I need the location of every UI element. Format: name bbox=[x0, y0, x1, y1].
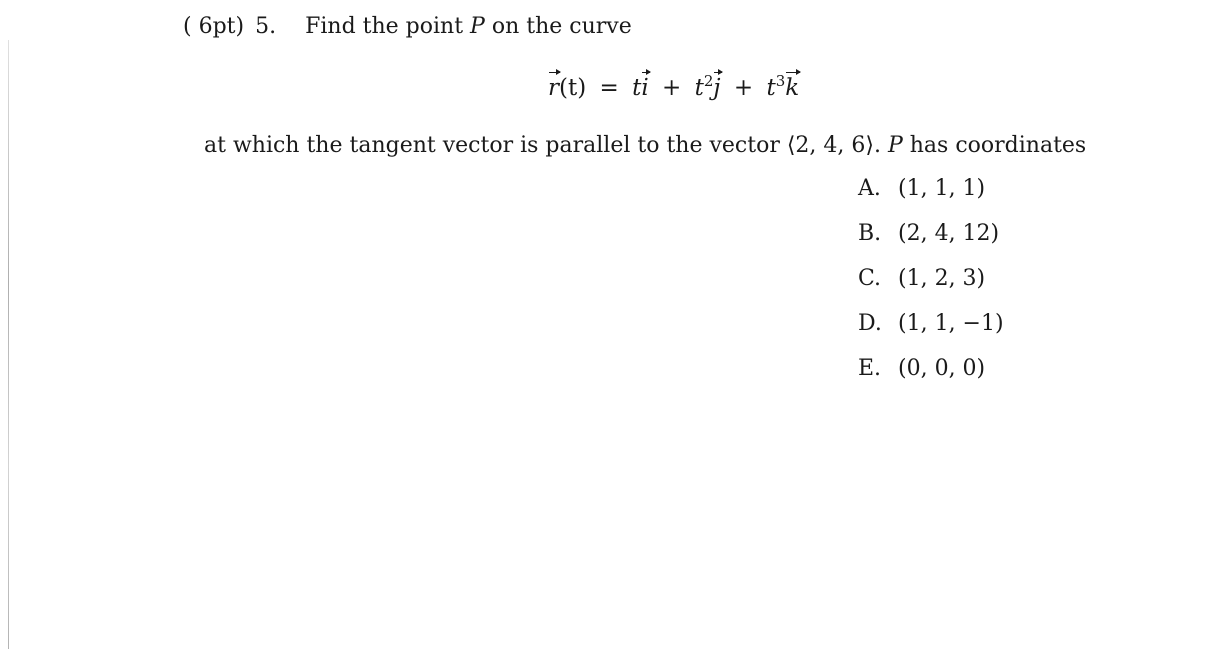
scan-margin-line bbox=[8, 40, 9, 649]
plus-sign-2: + bbox=[733, 75, 754, 101]
choice-b[interactable] bbox=[858, 221, 1004, 266]
vector-r: r bbox=[548, 75, 559, 101]
choice-letter: B. bbox=[858, 221, 882, 246]
choice-letter: E. bbox=[858, 356, 882, 381]
vector-k: k bbox=[785, 75, 800, 101]
answer-choices bbox=[858, 176, 1004, 401]
question-number: 5. bbox=[255, 14, 277, 39]
exponent-3: 3 bbox=[775, 72, 786, 90]
point-variable: P bbox=[470, 14, 485, 39]
equals-sign: = bbox=[599, 75, 619, 101]
term-t3: t bbox=[766, 75, 776, 101]
choice-letter: A. bbox=[858, 176, 881, 201]
statement-text: at which the tangent vector is parallel to the vector ⟨2, 4, 6⟩. bbox=[204, 133, 881, 158]
statement-variable: P bbox=[887, 133, 903, 158]
choice-letter: C. bbox=[858, 266, 882, 291]
equation-argument: (t) bbox=[559, 75, 587, 101]
choice-value: (1, 2, 3) bbox=[898, 266, 986, 291]
vector-j: j bbox=[713, 75, 721, 101]
prompt-text: Find the point bbox=[305, 14, 464, 39]
prompt-text-tail: on the curve bbox=[491, 14, 632, 39]
exponent-2: 2 bbox=[703, 72, 714, 90]
choice-e[interactable] bbox=[858, 356, 1004, 401]
choice-value: (1, 1, 1) bbox=[898, 176, 986, 201]
choice-letter: D. bbox=[858, 311, 882, 336]
plus-sign-1: + bbox=[662, 75, 682, 101]
choice-value: (2, 4, 12) bbox=[898, 221, 1000, 246]
question-statement bbox=[204, 133, 1086, 158]
term-t1: t bbox=[632, 75, 642, 101]
choice-value: (1, 1, −1) bbox=[898, 311, 1004, 336]
vector-i: i bbox=[641, 75, 649, 101]
question-header bbox=[183, 14, 632, 39]
statement-tail: has coordinates bbox=[909, 133, 1087, 158]
points-label: ( 6pt) bbox=[183, 14, 245, 39]
choice-d[interactable] bbox=[858, 311, 1004, 356]
choice-value: (0, 0, 0) bbox=[898, 356, 986, 381]
term-t2: t bbox=[694, 75, 704, 101]
choice-c[interactable] bbox=[858, 266, 1004, 311]
curve-equation bbox=[548, 72, 799, 101]
choice-a[interactable] bbox=[858, 176, 1004, 221]
